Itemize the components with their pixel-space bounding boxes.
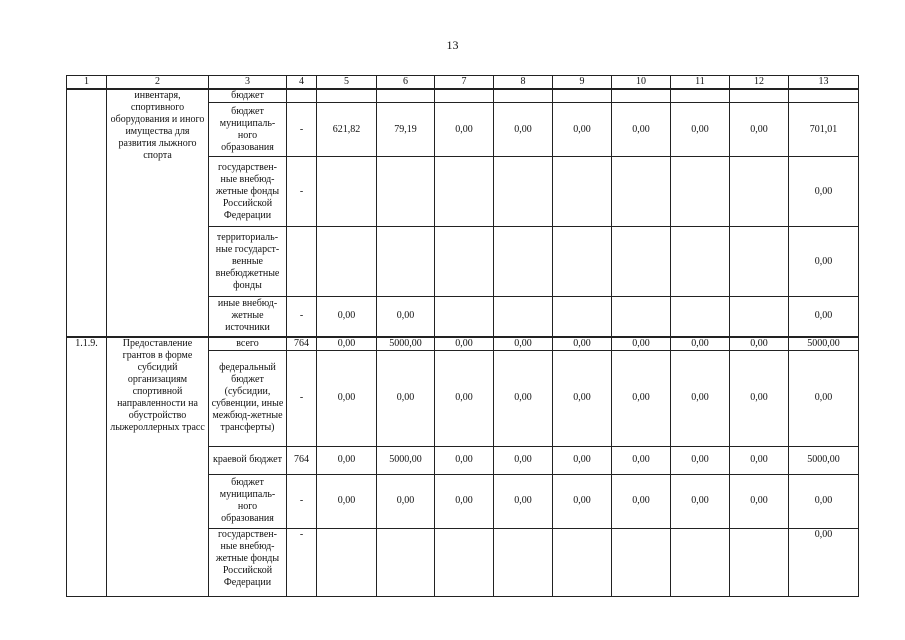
value-cell-c7 bbox=[435, 528, 494, 596]
column-header: 11 bbox=[671, 76, 730, 90]
value-cell-c13: 5000,00 bbox=[789, 446, 859, 474]
column-header: 13 bbox=[789, 76, 859, 90]
value-cell-c13: 0,00 bbox=[789, 474, 859, 528]
value-cell-c5: 0,00 bbox=[317, 474, 377, 528]
value-cell-c12: 0,00 bbox=[730, 350, 789, 446]
page-number: 13 bbox=[446, 38, 459, 52]
value-cell-c11: 0,00 bbox=[671, 446, 730, 474]
value-cell-c13: 0,00 bbox=[789, 227, 859, 297]
value-cell-c8: 0,00 bbox=[494, 350, 553, 446]
column-header: 9 bbox=[553, 76, 612, 90]
value-cell-c10 bbox=[612, 89, 671, 103]
value-cell-c12: 0,00 bbox=[730, 446, 789, 474]
value-cell-c7 bbox=[435, 297, 494, 337]
value-cell-c10: 0,00 bbox=[612, 350, 671, 446]
value-cell-c8 bbox=[494, 89, 553, 103]
value-cell-c4: - bbox=[287, 350, 317, 446]
value-cell-c9: 0,00 bbox=[553, 337, 612, 351]
value-cell-c8 bbox=[494, 227, 553, 297]
value-cell-c11: 0,00 bbox=[671, 337, 730, 351]
value-cell-c13: 0,00 bbox=[789, 350, 859, 446]
value-cell-c7 bbox=[435, 157, 494, 227]
value-cell-c7: 0,00 bbox=[435, 474, 494, 528]
value-cell-c9: 0,00 bbox=[553, 446, 612, 474]
column-header: 12 bbox=[730, 76, 789, 90]
value-cell-c11: 0,00 bbox=[671, 103, 730, 157]
value-cell-c9 bbox=[553, 528, 612, 596]
funding-source: всего bbox=[209, 337, 287, 351]
value-cell-c6: 0,00 bbox=[377, 350, 435, 446]
column-header: 1 bbox=[67, 76, 107, 90]
value-cell-c8: 0,00 bbox=[494, 103, 553, 157]
budget-table bbox=[66, 75, 859, 597]
value-cell-c7: 0,00 bbox=[435, 446, 494, 474]
value-cell-c11 bbox=[671, 89, 730, 103]
item-name: инвентаря, спортивного оборудования и иного имущества для развития лыжного спорта bbox=[107, 89, 209, 337]
value-cell-c5 bbox=[317, 89, 377, 103]
value-cell-c12 bbox=[730, 157, 789, 227]
value-cell-c5: 0,00 bbox=[317, 446, 377, 474]
value-cell-c13 bbox=[789, 89, 859, 103]
value-cell-c6: 5000,00 bbox=[377, 337, 435, 351]
value-cell-c6: 0,00 bbox=[377, 297, 435, 337]
column-header: 2 bbox=[107, 76, 209, 90]
column-header: 7 bbox=[435, 76, 494, 90]
funding-source: бюджет муниципаль-ного образования bbox=[209, 103, 287, 157]
header-row bbox=[67, 76, 859, 90]
value-cell-c8 bbox=[494, 157, 553, 227]
table-body bbox=[67, 76, 859, 597]
value-cell-c11 bbox=[671, 528, 730, 596]
value-cell-c6: 0,00 bbox=[377, 474, 435, 528]
column-header: 5 bbox=[317, 76, 377, 90]
funding-source: государствен-ные внебюд-жетные фонды Российской Федерации bbox=[209, 528, 287, 596]
value-cell-c5 bbox=[317, 528, 377, 596]
value-cell-c7: 0,00 bbox=[435, 337, 494, 351]
funding-source: бюджет bbox=[209, 89, 287, 103]
value-cell-c12 bbox=[730, 297, 789, 337]
value-cell-c7 bbox=[435, 89, 494, 103]
value-cell-c13: 0,00 bbox=[789, 297, 859, 337]
value-cell-c12 bbox=[730, 89, 789, 103]
value-cell-c7: 0,00 bbox=[435, 350, 494, 446]
value-cell-c12 bbox=[730, 528, 789, 596]
value-cell-c4: - bbox=[287, 474, 317, 528]
value-cell-c6: 79,19 bbox=[377, 103, 435, 157]
value-cell-c5 bbox=[317, 227, 377, 297]
value-cell-c10: 0,00 bbox=[612, 474, 671, 528]
column-header: 6 bbox=[377, 76, 435, 90]
value-cell-c8 bbox=[494, 297, 553, 337]
column-header: 8 bbox=[494, 76, 553, 90]
funding-source: иные внебюд-жетные источники bbox=[209, 297, 287, 337]
value-cell-c4: - bbox=[287, 297, 317, 337]
table-row bbox=[67, 89, 859, 103]
item-number bbox=[67, 89, 107, 337]
value-cell-c10 bbox=[612, 297, 671, 337]
value-cell-c7: 0,00 bbox=[435, 103, 494, 157]
value-cell-c10 bbox=[612, 157, 671, 227]
value-cell-c11 bbox=[671, 157, 730, 227]
funding-source: территориаль-ные государст-венные внебюджетные фонды bbox=[209, 227, 287, 297]
value-cell-c4: 764 bbox=[287, 446, 317, 474]
value-cell-c4: - bbox=[287, 103, 317, 157]
value-cell-c13: 0,00 bbox=[789, 528, 859, 596]
value-cell-c8: 0,00 bbox=[494, 337, 553, 351]
column-header: 10 bbox=[612, 76, 671, 90]
value-cell-c6 bbox=[377, 89, 435, 103]
value-cell-c11 bbox=[671, 227, 730, 297]
funding-source: краевой бюджет bbox=[209, 446, 287, 474]
value-cell-c9: 0,00 bbox=[553, 103, 612, 157]
table-row bbox=[67, 337, 859, 351]
funding-source: федеральный бюджет (субсидии, субвенции, иные межбюд-жетные трансферты) bbox=[209, 350, 287, 446]
value-cell-c12: 0,00 bbox=[730, 337, 789, 351]
value-cell-c5: 0,00 bbox=[317, 297, 377, 337]
value-cell-c4: 764 bbox=[287, 337, 317, 351]
value-cell-c12 bbox=[730, 227, 789, 297]
value-cell-c6: 5000,00 bbox=[377, 446, 435, 474]
value-cell-c9 bbox=[553, 89, 612, 103]
value-cell-c11: 0,00 bbox=[671, 350, 730, 446]
value-cell-c9 bbox=[553, 227, 612, 297]
column-header: 4 bbox=[287, 76, 317, 90]
value-cell-c13: 701,01 bbox=[789, 103, 859, 157]
value-cell-c4: - bbox=[287, 528, 317, 596]
value-cell-c10: 0,00 bbox=[612, 103, 671, 157]
item-number: 1.1.9. bbox=[67, 337, 107, 597]
value-cell-c12: 0,00 bbox=[730, 474, 789, 528]
value-cell-c8: 0,00 bbox=[494, 474, 553, 528]
value-cell-c4: - bbox=[287, 157, 317, 227]
value-cell-c5 bbox=[317, 157, 377, 227]
value-cell-c11 bbox=[671, 297, 730, 337]
value-cell-c6 bbox=[377, 528, 435, 596]
value-cell-c8: 0,00 bbox=[494, 446, 553, 474]
value-cell-c9: 0,00 bbox=[553, 474, 612, 528]
value-cell-c13: 0,00 bbox=[789, 157, 859, 227]
value-cell-c10: 0,00 bbox=[612, 446, 671, 474]
value-cell-c8 bbox=[494, 528, 553, 596]
column-header: 3 bbox=[209, 76, 287, 90]
value-cell-c5: 0,00 bbox=[317, 337, 377, 351]
value-cell-c9 bbox=[553, 157, 612, 227]
value-cell-c6 bbox=[377, 157, 435, 227]
item-name: Предоставление грантов в форме субсидий организациям спортивной направленности на обустройство лыжероллерных трасс bbox=[107, 337, 209, 597]
value-cell-c4 bbox=[287, 89, 317, 103]
value-cell-c4 bbox=[287, 227, 317, 297]
value-cell-c5: 621,82 bbox=[317, 103, 377, 157]
value-cell-c12: 0,00 bbox=[730, 103, 789, 157]
value-cell-c6 bbox=[377, 227, 435, 297]
value-cell-c9: 0,00 bbox=[553, 350, 612, 446]
value-cell-c11: 0,00 bbox=[671, 474, 730, 528]
value-cell-c10 bbox=[612, 227, 671, 297]
value-cell-c10 bbox=[612, 528, 671, 596]
value-cell-c13: 5000,00 bbox=[789, 337, 859, 351]
funding-source: бюджет муниципаль-ного образования bbox=[209, 474, 287, 528]
value-cell-c5: 0,00 bbox=[317, 350, 377, 446]
value-cell-c7 bbox=[435, 227, 494, 297]
value-cell-c9 bbox=[553, 297, 612, 337]
funding-source: государствен-ные внебюд-жетные фонды Российской Федерации bbox=[209, 157, 287, 227]
value-cell-c10: 0,00 bbox=[612, 337, 671, 351]
